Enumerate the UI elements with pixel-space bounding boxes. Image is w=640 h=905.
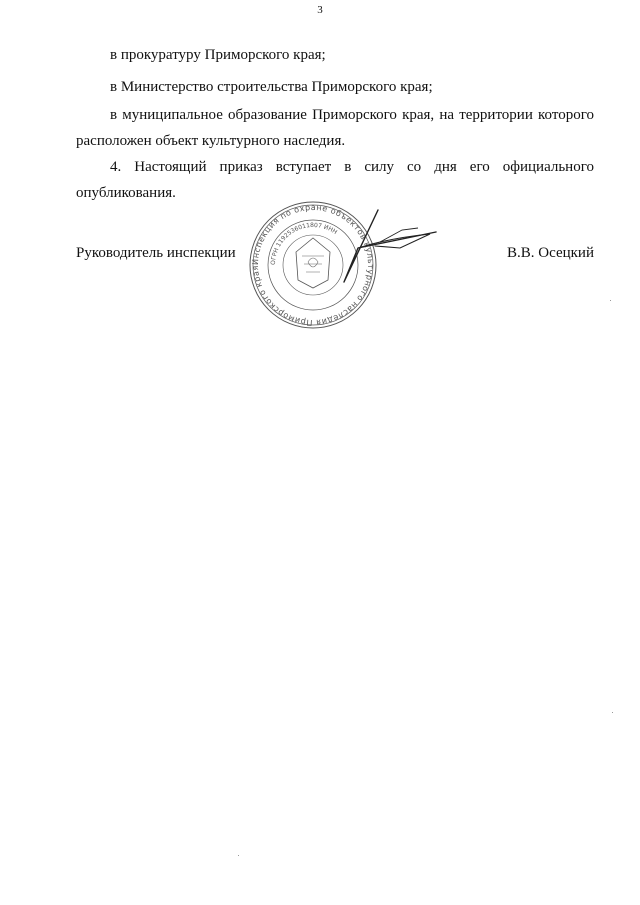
list-item-municipality-line1: в муниципальное образование Приморского края, на территории которого <box>110 107 594 123</box>
scan-speck <box>238 855 239 856</box>
signatory-name: В.В. Осецкий <box>507 245 594 261</box>
svg-text:Инспекция по охране объектов к: Инспекция по охране объектов культурного наследия Приморского края <box>250 202 376 328</box>
official-stamp <box>240 190 440 340</box>
clause-4-line2: опубликования. <box>76 185 176 201</box>
list-item-ministry: в Министерство строительства Приморского края; <box>110 79 433 95</box>
svg-text:ОГРН 1192536011807 ИНН: ОГРН 1192536011807 ИНН <box>269 221 339 266</box>
list-item-prosecutor: в прокуратуру Приморского края; <box>110 47 326 63</box>
scan-speck <box>612 712 613 713</box>
scan-speck <box>610 300 611 301</box>
list-item-municipality-line2: расположен объект культурного наследия. <box>76 133 346 149</box>
signatory-title: Руководитель инспекции <box>76 245 236 261</box>
clause-4-line1: 4. Настоящий приказ вступает в силу со дня его официального <box>110 159 594 175</box>
page-number: 3 <box>317 4 323 16</box>
